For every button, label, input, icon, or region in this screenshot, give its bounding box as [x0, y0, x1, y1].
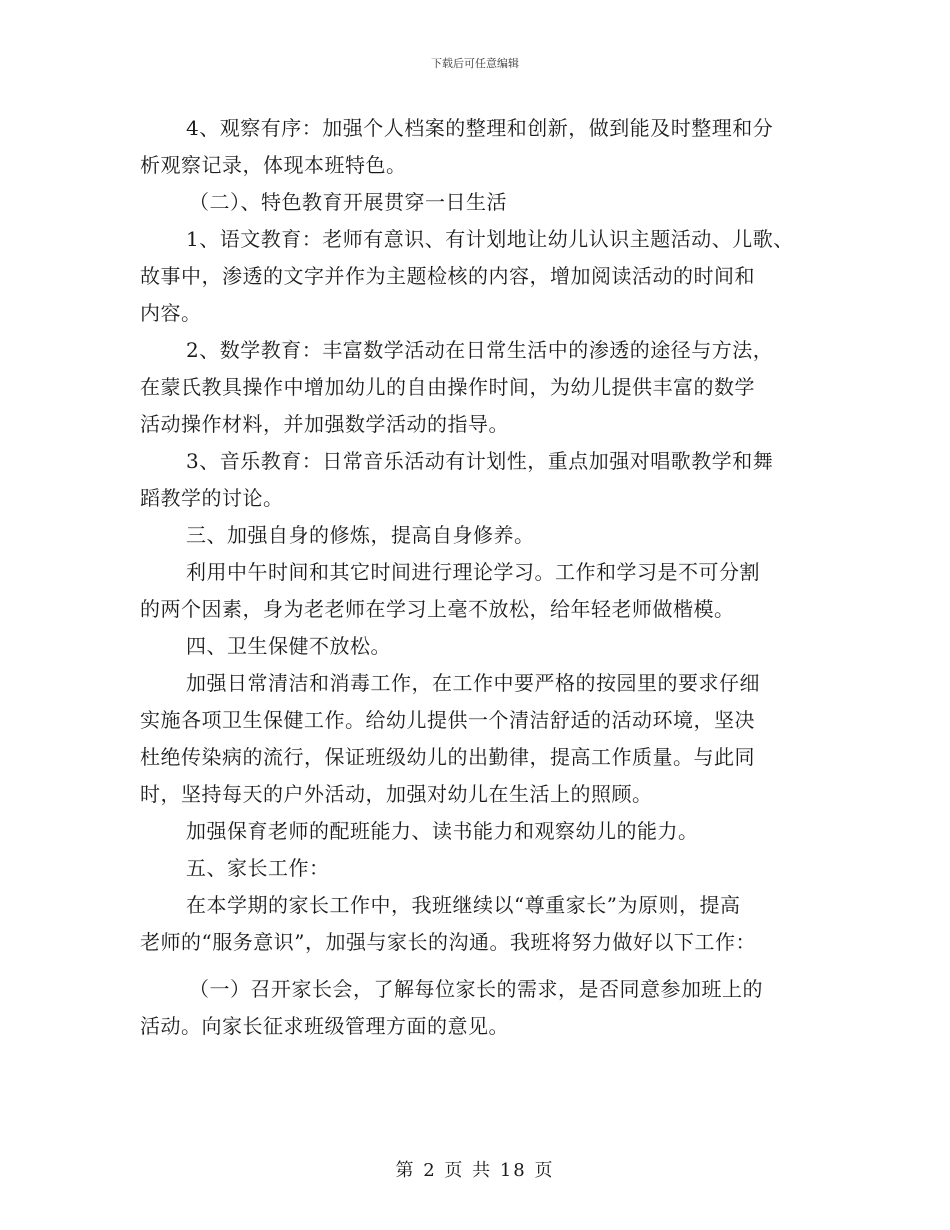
paragraph-line: 析观察记录，体现本班特色。	[140, 153, 407, 177]
paragraph-line: 加强保育老师的配班能力、读书能力和观察幼儿的能力。	[186, 819, 699, 843]
paragraph-line: 在蒙氏教具操作中增加幼儿的自由操作时间，为幼儿提供丰富的数学	[140, 375, 755, 399]
paragraph-line: 4、观察有序：加强个人档案的整理和创新，做到能及时整理和分	[186, 116, 774, 140]
paragraph-line: （一）召开家长会，了解每位家长的需求，是否同意参加班上的	[189, 977, 763, 1001]
paragraph-line: 实施各项卫生保健工作。给幼儿提供一个清洁舒适的活动环境，坚决	[140, 708, 755, 732]
document-body	[140, 117, 810, 1052]
section-heading: （二）、特色教育开展贯穿一日生活	[189, 190, 507, 214]
section-heading: 四、卫生保健不放松。	[186, 634, 391, 658]
section-heading: 五、家长工作：	[186, 856, 330, 880]
paragraph-line: 活动。向家长征求班级管理方面的意见。	[140, 1014, 509, 1038]
paragraph-line: 蹈教学的讨论。	[140, 486, 284, 510]
paragraph-line: 老师的“服务意识”，加强与家长的沟通。我班将努力做好以下工作：	[140, 930, 756, 954]
paragraph-line: 在本学期的家长工作中，我班继续以“尊重家长”为原则，提高	[186, 893, 741, 917]
paragraph-line: 内容。	[140, 301, 202, 325]
paragraph-line: 加强日常清洁和消毒工作，在工作中要严格的按园里的要求仔细	[186, 671, 760, 695]
paragraph-line: 3、音乐教育：日常音乐活动有计划性，重点加强对唱歌教学和舞	[186, 449, 774, 473]
paragraph-line: 的两个因素，身为老老师在学习上毫不放松，给年轻老师做楷模。	[140, 597, 735, 621]
paragraph-line: 时，坚持每天的户外活动，加强对幼儿在生活上的照顾。	[140, 782, 653, 806]
download-note: 下载后可任意编辑	[431, 57, 519, 70]
section-heading: 三、加强自身的修炼，提高自身修养。	[186, 523, 535, 547]
paragraph-line: 1、语文教育：老师有意识、有计划地让幼儿认识主题活动、儿歌、	[186, 227, 794, 251]
paragraph-line: 2、数学教育：丰富数学活动在日常生活中的渗透的途径与方法，	[186, 338, 774, 362]
paragraph-line: 利用中午时间和其它时间进行理论学习。工作和学习是不可分割	[186, 560, 760, 584]
paragraph-line: 杜绝传染病的流行，保证班级幼儿的出勤律，提高工作质量。与此同	[140, 745, 755, 769]
page-number: 第 2 页 共 18 页	[395, 1160, 555, 1181]
paragraph-line: 活动操作材料，并加强数学活动的指导。	[140, 412, 509, 436]
paragraph-line: 故事中，渗透的文字并作为主题检核的内容，增加阅读活动的时间和	[140, 264, 755, 288]
